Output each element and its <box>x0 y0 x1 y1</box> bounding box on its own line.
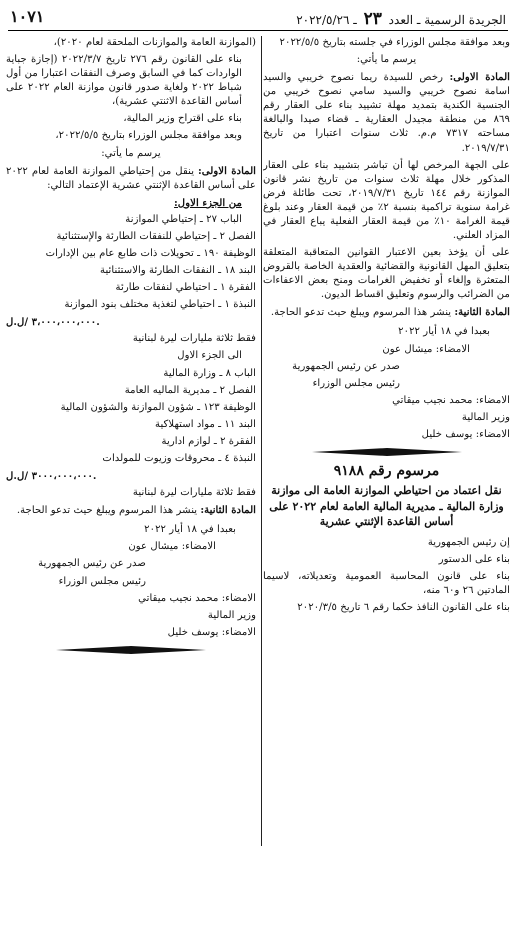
sig-pm-left: رئيس مجلس الوزراء <box>58 575 146 587</box>
sig-pm-name-left: الامضاء: محمد نجيب ميقاتي <box>138 592 256 604</box>
from-line: الوظيفة ١٩٠ ـ تحويلات ذات طابع عام بين الإدارات <box>45 248 256 260</box>
article-1-text: رخص للسيدة ريما نصوح خريبي والسيد اسامة نصوح خريبي والسيد سامي نصوح خريبي من الجنسية الكندية بتمديد مهلة تشييد بناء على العقار رقم ٨٦٩ من منطقة مجيدل العقارية ـ قضاء صيدا والبالغة مساحته ٧٣١٧ م.م. ثلاث سنوات اعتبارا من تاريخ ٢٠١٩/٧/٣١. <box>263 72 510 154</box>
column-divider <box>261 36 262 846</box>
article-2 <box>263 305 510 320</box>
to-line: البند ١١ ـ مواد استهلاكية <box>154 418 256 430</box>
constitution-line: بناء على الدستور <box>438 553 510 565</box>
sig-pm-name: الامضاء: محمد نجيب ميقاتي <box>392 394 510 406</box>
article-1 <box>263 70 510 155</box>
from-line: الفصل ٢ ـ إحتياطي للنفقات الطارئة والإستثنائية <box>56 230 256 242</box>
issue-date: ـ ٢٠٢٢/٥/٢٦ <box>296 13 357 27</box>
left-column <box>6 36 256 930</box>
signature-block-left <box>6 523 256 640</box>
sig-pm: رئيس مجلس الوزراء <box>312 377 400 389</box>
amount-2: ٣٠٠٠،٠٠٠،٠٠٠ /ل.ل. <box>6 470 97 483</box>
ornament-divider-left <box>6 646 256 654</box>
article-1-left <box>6 164 256 193</box>
amount-1-words: فقط ثلاثة مليارات ليرة لبنانية <box>132 333 256 345</box>
signature-block <box>263 325 510 442</box>
sig-finance-left: وزير المالية <box>207 609 256 621</box>
article-1-left-text: ينقل من إحتياطي الموازنة العامة لعام ٢٠٢٢ على أساس القاعدة الإثنتي عشرية الإعتماد التالي: <box>6 165 256 191</box>
right-column <box>263 36 510 930</box>
to-line: الفقرة ٢ ـ لوازم ادارية <box>161 435 256 447</box>
sig-issued: صدر عن رئيس الجمهورية <box>292 360 400 372</box>
decree-subject: نقل اعتماد من احتياطي الموازنة العامة الى موازنة وزارة المالية ـ مديرية المالية العامة لعام ٢٠٢٢ على أساس القاعدة الإثنتي عشرية <box>269 484 504 529</box>
article-2-left-title: المادة الثانية: <box>200 504 256 517</box>
sig-president-left: الامضاء: ميشال عون <box>128 541 216 553</box>
law-accounting-line: بناء على قانون المحاسبة العمومية وتعديلاته، لاسيما المادتين ٢٦ و٦٠ منه، <box>263 570 510 596</box>
law-276: بناء على القانون رقم ٢٧٦ تاريخ ٢٠٢٢/٣/٧ (إجازة جباية الواردات كما في السابق وصرف النفقات اعتبارا من أول شباط ٢٠٢٢ ولغاية صدور قانون موازنة العام ٢٠٢٢ على أساس القاعدة الاثنتي عشرية)، <box>6 54 243 108</box>
ornament-icon <box>312 448 462 456</box>
amount-2-words: فقط ثلاثة مليارات ليرة لبنانية <box>132 487 256 499</box>
issue-number: ٢٣ <box>363 9 382 29</box>
article-1-left-title: المادة الاولى: <box>198 164 256 177</box>
to-part-heading: الى الجزء الاول <box>177 350 242 362</box>
from-line: البند ١٨ ـ النفقات الطارئة والاستثنائية <box>100 265 256 277</box>
paragraph-3: على أن يؤخذ بعين الاعتبار القوانين المتعاقبة المتعلقة بتعليق المهل القانونية والقضائية والعقدية الخاصة بالقروض المتعثرة وإلغاء أو تخفيض الغرامات ومنح بعض الاعفاءات من الضرائب والرسوم وتعليق اقساط الديون. <box>263 247 510 301</box>
sig-president: الامضاء: ميشال عون <box>382 343 470 355</box>
article-2-left-text: ينشر هذا المرسوم ويبلغ حيث تدعو الحاجة. <box>16 505 198 517</box>
decrees-heading-left: يرسم ما يأتي: <box>101 147 161 159</box>
sig-finance: وزير المالية <box>461 411 510 423</box>
to-line: الباب ٨ ـ وزارة المالية <box>163 367 256 379</box>
law-decision-line: بناء على القانون النافذ حكما رقم ٦ تاريخ ٢٠٢٠/٣/٥ <box>297 601 510 613</box>
president-line: إن رئيس الجمهورية <box>427 536 510 548</box>
amount-1: ٣،٠٠٠،٠٠٠،٠٠٠ /ل.ل. <box>6 316 100 329</box>
paragraph-2: على الجهة المرخص لها أن تباشر بتشييد بناء على العقار المذكور خلال مهلة ثلاث سنوات من تاريخ نشر قانون الموازنة رقم ١٤٤ تاريخ ٢٠١٩/٧/٣١، تحت طائلة فرض غرامة سنوية تراكمية بنسبة ٢٪ من قيمة العقار وعند بلوغ قيمة الغرامة ١٠٪ من قيمة العقار الفعلية يباع العقار في المزاد العلني. <box>263 159 510 242</box>
journal-title <box>296 8 506 31</box>
continuation-line: (الموازنة العامة والموازنات الملحقة لعام ٢٠٢٠)، <box>53 37 256 48</box>
sig-date: بعبدا في ١٨ أيار ٢٠٢٢ <box>398 326 490 338</box>
article-2-title: المادة الثانية: <box>454 306 510 319</box>
from-line: الفقرة ١ ـ احتياطي لنفقات طارئة <box>115 282 256 294</box>
sig-finance-name-left: الامضاء: يوسف خليل <box>167 626 256 638</box>
from-line: الباب ٢٧ ـ إحتياطي الموازنة <box>125 213 242 225</box>
proposal-line: بناء على اقتراح وزير المالية، <box>123 113 242 125</box>
from-part-heading: من الجزء الاول: <box>174 196 242 209</box>
sig-date-left: بعبدا في ١٨ أيار ٢٠٢٢ <box>144 524 236 536</box>
page-number: ١٠٧١ <box>10 7 45 26</box>
decrees-heading: يرسم ما يأتي: <box>356 54 417 66</box>
sig-issued-left: صدر عن رئيس الجمهورية <box>38 558 146 570</box>
approval-line: وبعد موافقة مجلس الوزراء بتاريخ ٢٠٢٢/٥/٥، <box>55 130 242 142</box>
ornament-icon <box>56 646 206 654</box>
page-header <box>8 6 508 31</box>
intro-text: وبعد موافقة مجلس الوزراء في جلسته بتاريخ ٢٠٢٢/٥/٥ <box>279 37 510 48</box>
to-line: النبذة ٤ ـ محروقات وزيوت للمولدات <box>102 452 256 464</box>
to-line: الفصل ٢ ـ مديرية الماليه العامة <box>124 384 256 396</box>
to-line: الوظيفة ١٢٣ ـ شؤون الموازنة والشؤون المالية <box>60 401 256 413</box>
from-line: النبذة ١ ـ احتياطي لتغذية مختلف بنود الموازنة <box>64 299 256 311</box>
journal-name: الجريدة الرسمية ـ العدد <box>388 13 506 27</box>
ornament-divider <box>263 448 510 456</box>
article-2-left <box>6 503 256 518</box>
article-1-title: المادة الاولى: <box>449 71 510 84</box>
decree-title: مرسوم رقم ٩١٨٨ <box>333 463 440 480</box>
sig-finance-name: الامضاء: يوسف خليل <box>421 428 510 440</box>
article-2-text: ينشر هذا المرسوم ويبلغ حيث تدعو الحاجة. <box>270 307 452 319</box>
